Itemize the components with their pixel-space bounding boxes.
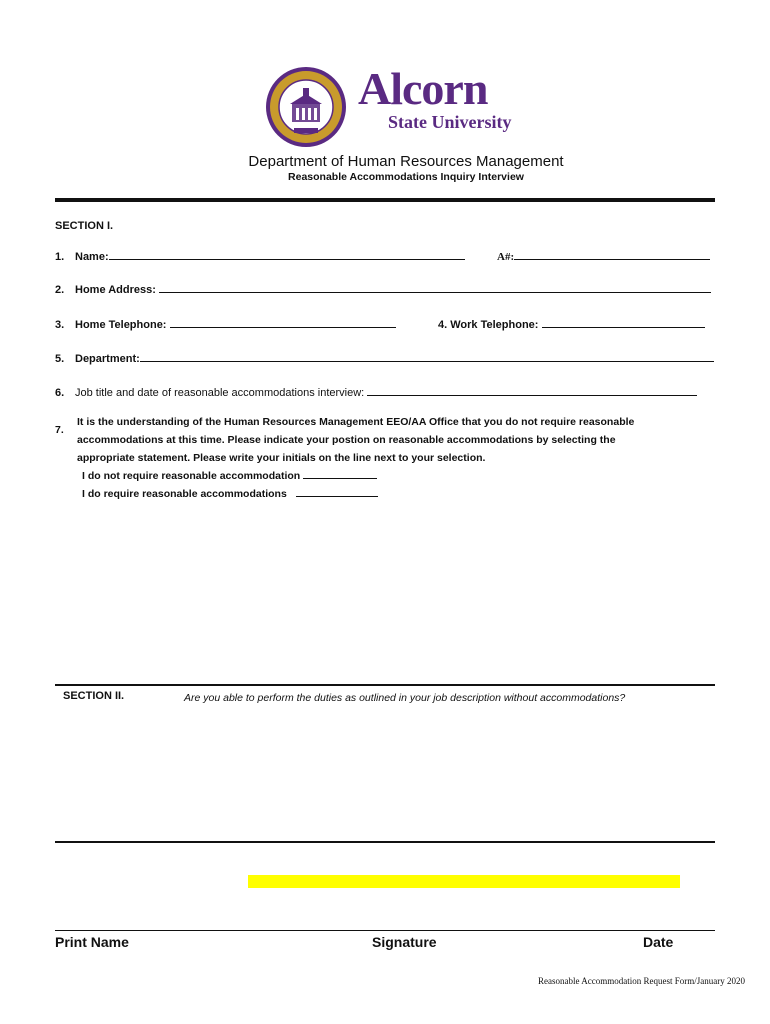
- name-field: 1. Name:: [55, 248, 475, 264]
- anumber-field: A#:: [497, 248, 717, 264]
- logo-subtitle: State University: [388, 112, 512, 132]
- anumber-input-line[interactable]: [514, 248, 710, 260]
- logo-wordmark: Alcorn: [358, 63, 488, 114]
- job-title-field: 6. Job title and date of reasonable accommodations interview:: [55, 384, 720, 400]
- initials-line-no-accommodation[interactable]: [303, 467, 377, 479]
- initials-line-require-accommodation[interactable]: [296, 485, 378, 497]
- highlighted-field[interactable]: [248, 875, 680, 888]
- work-telephone-field: 4. Work Telephone:: [438, 316, 718, 332]
- section2-divider: [55, 684, 715, 686]
- document-subtitle: Reasonable Accommodations Inquiry Interview: [288, 171, 524, 183]
- home-telephone-input-line[interactable]: [170, 316, 396, 328]
- option-require-accommodation: I do require reasonable accommodations: [82, 485, 715, 503]
- date-label: Date: [643, 934, 674, 950]
- university-seal: [265, 66, 347, 148]
- accommodation-statement: 7. It is the understanding of the Human Resources Management EEO/AA Office that you do not require reasonable accommodations at this time. Please indicate your postion on reasonable accommodations by selecting the appropriate statement. Please write your initials on the line next to your selection. I do not require reasonable accommodation I do require reasonable accommodations: [55, 413, 715, 503]
- section2-bottom-divider: [55, 841, 715, 843]
- department-input-line[interactable]: [140, 350, 714, 362]
- section-divider: [55, 198, 715, 202]
- home-address-field: 2. Home Address:: [55, 281, 720, 297]
- print-name-label: Print Name: [55, 934, 129, 950]
- option-no-accommodation: I do not require reasonable accommodation: [82, 467, 715, 485]
- name-input-line[interactable]: [109, 248, 465, 260]
- signature-line: [55, 930, 715, 931]
- home-telephone-field: 3. Home Telephone:: [55, 316, 415, 332]
- section1-label: SECTION I.: [55, 220, 114, 232]
- department-title: Department of Human Resources Management: [248, 153, 564, 170]
- form-footer: Reasonable Accommodation Request Form/January 2020: [538, 976, 745, 986]
- section2-label: SECTION II.: [63, 690, 125, 702]
- department-field: 5. Department:: [55, 350, 720, 366]
- section2-question: Are you able to perform the duties as outlined in your job description without accommodations?: [184, 692, 626, 704]
- home-address-input-line[interactable]: [159, 281, 711, 293]
- work-telephone-input-line[interactable]: [542, 316, 705, 328]
- job-title-input-line[interactable]: [367, 384, 697, 396]
- signature-label: Signature: [372, 934, 437, 950]
